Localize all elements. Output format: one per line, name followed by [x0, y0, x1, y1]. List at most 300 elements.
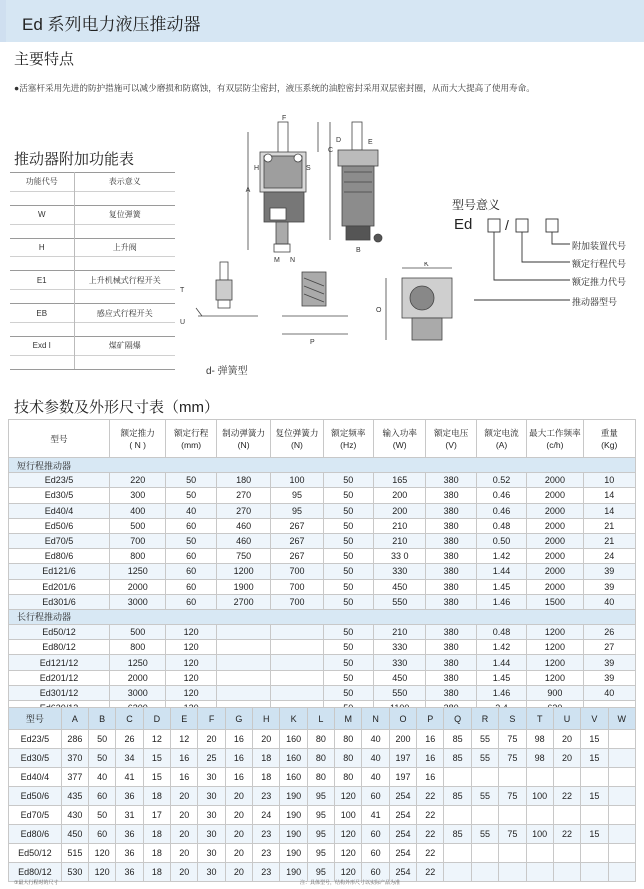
tech-cell: 39 [583, 579, 635, 594]
tech-cell: 39 [583, 564, 635, 579]
functions-gap [10, 224, 74, 238]
tech-cell: 1.45 [476, 579, 526, 594]
dim-cell: 40 [362, 768, 389, 787]
tech-cell: 1900 [216, 579, 270, 594]
dim-cell: 24 [253, 806, 280, 825]
tech-cell: 165 [374, 473, 426, 488]
dim-cell: 50 [89, 730, 116, 749]
tech-cell: 550 [374, 685, 426, 700]
dim-cell: 20 [225, 787, 252, 806]
dim-cell [444, 844, 471, 863]
dim-cell: 36 [116, 863, 143, 882]
dim-cell: Ed80/12 [9, 863, 62, 882]
dim-cell: 12 [143, 730, 170, 749]
dim-header-cell: 型号 [9, 708, 62, 730]
tech-cell: 900 [527, 685, 583, 700]
functions-gap [10, 290, 74, 304]
dim-cell: 30 [198, 844, 225, 863]
functions-gap [10, 322, 74, 336]
dim-cell [608, 825, 635, 844]
tech-row [9, 625, 636, 640]
tech-cell: 700 [271, 564, 323, 579]
tech-cell [271, 625, 323, 640]
dim-cell: 20 [225, 806, 252, 825]
tech-cell: 1.45 [476, 670, 526, 685]
tech-cell: 1200 [527, 640, 583, 655]
tech-cell: 50 [323, 685, 373, 700]
dim-cell: Ed23/5 [9, 730, 62, 749]
functions-gap [74, 224, 175, 238]
tech-header-unit: (N) [290, 439, 303, 450]
tech-cell: 3000 [110, 685, 166, 700]
dim-cell: 16 [171, 768, 198, 787]
dim-header-cell: S [499, 708, 526, 730]
tech-cell [271, 685, 323, 700]
dim-cell: 20 [225, 863, 252, 882]
dim-header-cell: V [581, 708, 608, 730]
tech-cell: 210 [374, 518, 426, 533]
tech-cell: 220 [110, 473, 166, 488]
dim-cell: 120 [89, 863, 116, 882]
tech-cell: 50 [323, 625, 373, 640]
dim-cell: 80 [307, 749, 334, 768]
dim-cell: 16 [225, 749, 252, 768]
tech-header-label: 型号 [50, 433, 68, 444]
dim-cell [553, 863, 580, 882]
tech-cell: 60 [166, 549, 217, 564]
dim-cell: 50 [89, 806, 116, 825]
dim-cell: 120 [335, 787, 362, 806]
tech-cell: 460 [216, 518, 270, 533]
dim-cell: 190 [280, 844, 307, 863]
dim-cell: 22 [417, 863, 444, 882]
dim-cell: 20 [171, 787, 198, 806]
dim-header-cell: U [553, 708, 580, 730]
dim-cell [608, 844, 635, 863]
dim-cell [471, 863, 498, 882]
tech-row [9, 579, 636, 594]
spring-view-1 [196, 262, 258, 316]
dim-cell [499, 806, 526, 825]
dim-cell [526, 863, 553, 882]
tech-header-cell [426, 420, 476, 458]
tech-header-label: 最大工作频率 [529, 427, 581, 438]
dim-label-u: U [180, 319, 186, 326]
tech-cell: 60 [166, 564, 217, 579]
dim-cell: 30 [198, 787, 225, 806]
spring-view-2 [282, 272, 348, 334]
tech-cell: Ed121/12 [9, 655, 110, 670]
dim-cell: 85 [444, 787, 471, 806]
dim-header-cell: M [335, 708, 362, 730]
tech-cell: 50 [166, 473, 217, 488]
tech-row [9, 488, 636, 503]
tech-cell: 380 [426, 473, 476, 488]
tech-cell: 2000 [527, 579, 583, 594]
functions-header-meaning: 表示意义 [74, 173, 175, 192]
dim-cell: 31 [116, 806, 143, 825]
dim-cell: 95 [307, 806, 334, 825]
dim-header-cell: F [198, 708, 225, 730]
dim-cell [581, 768, 608, 787]
tech-cell: 2700 [216, 594, 270, 609]
dim-cell: 60 [89, 825, 116, 844]
dim-row [9, 806, 636, 825]
tech-header-unit: (c/h) [546, 439, 564, 450]
dim-cell: Ed50/12 [9, 844, 62, 863]
dim-cell [608, 730, 635, 749]
tech-cell: 27 [583, 640, 635, 655]
tech-cell: 50 [323, 518, 373, 533]
dim-cell: 17 [143, 806, 170, 825]
tech-header-cell [271, 420, 323, 458]
tech-cell [216, 655, 270, 670]
dim-header-cell: E [171, 708, 198, 730]
dim-cell: 80 [335, 749, 362, 768]
dim-cell: 80 [307, 730, 334, 749]
dim-cell: 75 [499, 787, 526, 806]
tech-section-row [9, 458, 636, 473]
dim-label-n: N [290, 257, 296, 264]
dim-cell: 120 [335, 844, 362, 863]
dim-row [9, 730, 636, 749]
tech-cell: 14 [583, 503, 635, 518]
page-title: Ed 系列电力液压推动器 [22, 15, 201, 34]
tech-cell: Ed40/4 [9, 503, 110, 518]
dim-cell: 23 [253, 863, 280, 882]
dim-cell: 15 [143, 749, 170, 768]
dim-cell: 20 [253, 730, 280, 749]
tech-cell: 26 [583, 625, 635, 640]
tech-cell: 1.42 [476, 640, 526, 655]
dim-cell: 18 [143, 844, 170, 863]
tech-cell [271, 640, 323, 655]
functions-gap [74, 191, 175, 205]
tech-cell: 21 [583, 518, 635, 533]
tech-cell: 267 [271, 518, 323, 533]
tech-cell: 380 [426, 518, 476, 533]
functions-gap [74, 257, 175, 271]
dim-cell: 450 [61, 825, 88, 844]
tech-cell: 2000 [527, 533, 583, 548]
tech-cell: 0.48 [476, 625, 526, 640]
tech-header-unit: (Kg) [601, 439, 618, 450]
dim-cell: 254 [389, 844, 416, 863]
dim-cell: 12 [171, 730, 198, 749]
dim-label-f: F [282, 115, 287, 122]
dim-cell: 95 [307, 825, 334, 844]
function-code: Exd I [10, 336, 74, 355]
tech-cell: 200 [374, 488, 426, 503]
tech-cell: 1250 [110, 655, 166, 670]
tech-cell: 0.46 [476, 503, 526, 518]
tech-cell: Ed301/6 [9, 594, 110, 609]
tech-cell: 0.48 [476, 518, 526, 533]
dim-cell: Ed40/4 [9, 768, 62, 787]
dim-label-d: D [336, 137, 342, 144]
tech-cell: 50 [323, 533, 373, 548]
functions-heading: 推动器附加功能表 [14, 151, 135, 168]
dim-header-cell: N [362, 708, 389, 730]
tech-cell: 40 [166, 503, 217, 518]
dim-cell: Ed70/5 [9, 806, 62, 825]
tech-cell: Ed121/6 [9, 564, 110, 579]
front-view [245, 122, 318, 252]
tech-cell: 2000 [527, 488, 583, 503]
dim-cell: 20 [553, 730, 580, 749]
dim-cell: 55 [471, 730, 498, 749]
tech-cell: 50 [323, 655, 373, 670]
tech-cell: 24 [583, 549, 635, 564]
tech-cell: 800 [110, 640, 166, 655]
dim-cell: 55 [471, 749, 498, 768]
tech-header-cell [110, 420, 166, 458]
tech-cell: 50 [323, 488, 373, 503]
dim-cell [471, 806, 498, 825]
tech-cell: 0.52 [476, 473, 526, 488]
dim-cell: 30 [198, 768, 225, 787]
tech-header-cell [583, 420, 635, 458]
function-code: E1 [10, 271, 74, 290]
tech-cell: 700 [271, 579, 323, 594]
features-heading: 主要特点 [14, 51, 75, 68]
dim-label-e: E [368, 139, 373, 146]
dim-cell: 30 [198, 825, 225, 844]
dim-cell: 197 [389, 749, 416, 768]
dim-cell: 15 [581, 749, 608, 768]
tech-cell: 1.42 [476, 549, 526, 564]
dim-cell [471, 844, 498, 863]
functions-table [10, 172, 175, 370]
dim-cell: 25 [198, 749, 225, 768]
tech-header-label: 输入功率 [382, 427, 417, 438]
tech-cell: Ed30/5 [9, 488, 110, 503]
dim-cell: 80 [307, 768, 334, 787]
tech-cell: 50 [323, 473, 373, 488]
dim-cell: 120 [89, 844, 116, 863]
dim-header-cell: D [143, 708, 170, 730]
dim-cell [608, 806, 635, 825]
dim-cell: 22 [417, 806, 444, 825]
dim-row [9, 825, 636, 844]
function-meaning: 上升机械式行程开关 [74, 271, 175, 290]
dim-cell [444, 768, 471, 787]
dim-cell: 430 [61, 806, 88, 825]
dim-cell: 254 [389, 806, 416, 825]
tech-cell: 120 [166, 640, 217, 655]
title-accent [0, 0, 6, 42]
model-box-stroke [516, 219, 528, 232]
dim-cell: 286 [61, 730, 88, 749]
tech-section-label: 长行程推动器 [9, 609, 636, 624]
dim-cell: 40 [362, 730, 389, 749]
dim-cell: Ed80/6 [9, 825, 62, 844]
tech-cell: Ed201/12 [9, 670, 110, 685]
tech-cell: 380 [426, 579, 476, 594]
tech-cell [216, 670, 270, 685]
dim-cell: 60 [362, 787, 389, 806]
tech-cell: 1.44 [476, 655, 526, 670]
tech-table [8, 419, 636, 716]
dim-cell: 95 [307, 863, 334, 882]
tech-row [9, 503, 636, 518]
tech-cell: 50 [166, 533, 217, 548]
tech-row [9, 594, 636, 609]
dim-cell: 55 [471, 787, 498, 806]
functions-gap [74, 355, 175, 369]
tech-cell [216, 640, 270, 655]
tech-cell: 210 [374, 625, 426, 640]
tech-cell: 14 [583, 488, 635, 503]
dim-cell: 15 [581, 825, 608, 844]
tech-cell: 270 [216, 503, 270, 518]
tech-cell: 1500 [527, 594, 583, 609]
dim-label-s: S [306, 165, 311, 172]
tech-header-unit: (V) [445, 439, 457, 450]
tech-cell: 2000 [527, 503, 583, 518]
function-code: W [10, 205, 74, 224]
dim-cell [608, 749, 635, 768]
dim-cell: Ed30/5 [9, 749, 62, 768]
dim-cell: 160 [280, 730, 307, 749]
dim-cell: 60 [362, 863, 389, 882]
tech-cell: 40 [583, 685, 635, 700]
tech-header-label: 额定频率 [331, 427, 366, 438]
tech-row [9, 655, 636, 670]
tech-cell: 330 [374, 564, 426, 579]
dim-cell: 120 [335, 863, 362, 882]
dim-cell: 80 [335, 768, 362, 787]
tech-row [9, 640, 636, 655]
dim-cell [553, 806, 580, 825]
tech-header-unit: (A) [495, 439, 508, 450]
tech-header-label: 额定电压 [433, 427, 469, 438]
tech-cell: 380 [426, 670, 476, 685]
dim-cell [608, 768, 635, 787]
tech-cell: 2000 [527, 549, 583, 564]
tech-row [9, 473, 636, 488]
dim-cell: 254 [389, 825, 416, 844]
dim-cell: 30 [198, 806, 225, 825]
dim-cell [608, 863, 635, 882]
dim-label-p: P [310, 339, 315, 346]
dim-cell [608, 787, 635, 806]
tech-cell: 700 [271, 594, 323, 609]
functions-gap [10, 257, 74, 271]
tech-cell: 0.50 [476, 533, 526, 548]
tech-row [9, 670, 636, 685]
dim-cell: 22 [417, 844, 444, 863]
tech-row [9, 685, 636, 700]
tech-section-label: 短行程推动器 [9, 458, 636, 473]
dim-cell: 18 [143, 863, 170, 882]
tech-header-cell [527, 420, 583, 458]
tech-cell: 1200 [527, 625, 583, 640]
tech-cell: 50 [323, 503, 373, 518]
tech-cell [216, 685, 270, 700]
functions-gap [74, 290, 175, 304]
tech-cell: 267 [271, 549, 323, 564]
tech-cell: 550 [374, 594, 426, 609]
dim-label-a: A [245, 187, 251, 194]
tech-cell: 1.46 [476, 594, 526, 609]
tech-cell: 0.46 [476, 488, 526, 503]
tech-cell: 60 [166, 579, 217, 594]
tech-cell: 380 [426, 640, 476, 655]
tech-header-unit: ( N ) [129, 439, 147, 450]
dim-cell: 60 [362, 825, 389, 844]
tech-header-cell [9, 420, 110, 458]
tech-cell: 210 [374, 533, 426, 548]
tech-cell: 1.44 [476, 564, 526, 579]
tech-cell: 380 [426, 503, 476, 518]
tech-cell: 50 [323, 579, 373, 594]
dimension-table [8, 707, 636, 882]
dim-cell: 36 [116, 787, 143, 806]
dim-cell: 20 [171, 825, 198, 844]
dim-cell: 190 [280, 825, 307, 844]
tech-cell: 330 [374, 640, 426, 655]
note-left: ①最大行程时的尺寸 [14, 880, 59, 886]
dim-cell: 16 [171, 749, 198, 768]
tech-cell: 120 [166, 685, 217, 700]
dim-header-cell: A [61, 708, 88, 730]
dim-cell [553, 768, 580, 787]
model-label-stroke: 额定行程代号 [572, 259, 627, 269]
dim-cell: 190 [280, 806, 307, 825]
dim-cell: 22 [417, 787, 444, 806]
tech-header-label: 额定推力 [120, 427, 155, 438]
dim-cell: 20 [171, 863, 198, 882]
tech-cell: 50 [323, 640, 373, 655]
tech-cell: 60 [166, 594, 217, 609]
tech-header-label: 制动弹簧力 [222, 427, 266, 438]
spring-type-caption: d- 弹簧型 [206, 366, 248, 377]
dim-header-cell: L [307, 708, 334, 730]
dim-cell: 20 [198, 730, 225, 749]
dim-cell: 26 [116, 730, 143, 749]
dim-header-cell: G [225, 708, 252, 730]
tech-header-unit: (Hz) [340, 439, 357, 450]
dim-header-row [9, 708, 636, 730]
tech-cell: 120 [166, 625, 217, 640]
dim-header-cell: O [389, 708, 416, 730]
dim-cell: 85 [444, 730, 471, 749]
tech-header-label: 重量 [600, 427, 618, 438]
dim-cell: 40 [362, 749, 389, 768]
tech-cell: 300 [110, 488, 166, 503]
dim-cell: 41 [116, 768, 143, 787]
dim-cell: 98 [526, 730, 553, 749]
tech-cell: 50 [323, 670, 373, 685]
dim-cell: 85 [444, 825, 471, 844]
tech-cell: 39 [583, 655, 635, 670]
tech-cell: 267 [271, 533, 323, 548]
tech-cell: 100 [271, 473, 323, 488]
dim-cell: 23 [253, 787, 280, 806]
dim-cell: Ed50/6 [9, 787, 62, 806]
dim-cell: 75 [499, 730, 526, 749]
tech-cell: 2000 [527, 518, 583, 533]
dim-cell: 15 [143, 768, 170, 787]
tech-cell: 500 [110, 518, 166, 533]
tech-header-cell [323, 420, 373, 458]
functions-gap [10, 355, 74, 369]
function-meaning: 复位弹簧 [74, 205, 175, 224]
functions-gap [10, 191, 74, 205]
dim-header-cell: Q [444, 708, 471, 730]
dim-body [9, 730, 636, 882]
